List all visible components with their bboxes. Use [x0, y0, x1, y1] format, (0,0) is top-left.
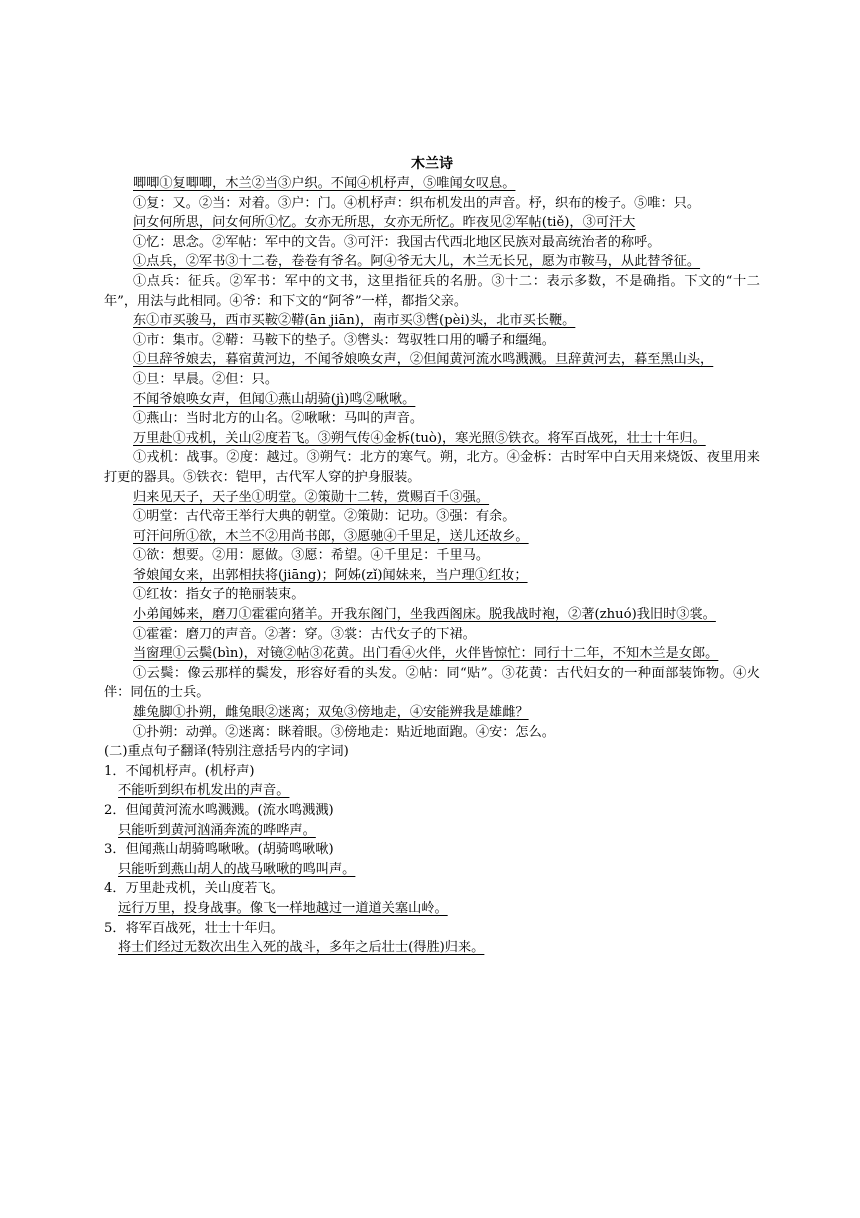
paragraph-text: ①霍霍：磨刀的声音。②著：穿。③裳：古代女子的下裙。 — [133, 626, 476, 642]
paragraph-text: ①云鬓：像云那样的鬓发，形容好看的头发。②帖：同“贴”。③花黄：古代妇女的一种面部装饰物。④火伴：同伍的士兵。 — [104, 665, 760, 701]
paragraph-text: 爷娘闻女来，出郭相扶将(jiāng)；阿姊(zǐ)闻妹来，当户理①红妆； — [133, 567, 528, 583]
paragraph-text: 远行万里，投身战事。像飞一样地越过一道道关塞山岭。 — [118, 900, 448, 916]
paragraph — [104, 723, 760, 743]
paragraph-text: 问女何所思，问女何所①忆。女亦无所思，女亦无所忆。昨夜见②军帖(tiě)，③可汗大 — [133, 215, 636, 231]
paragraph-text: 5．将军百战死，壮士十年归。 — [104, 920, 284, 936]
paragraph-text: 万里赴①戎机，关山②度若飞。③朔气传④金柝(tuò)，寒光照⑤铁衣。将军百战死，壮士十年归。 — [133, 430, 706, 446]
paragraph-text: 只能听到燕山胡人的战马啾啾的鸣叫声。 — [118, 861, 356, 877]
paragraph — [104, 507, 760, 527]
paragraph-text: 3．但闻燕山胡骑鸣啾啾。(胡骑鸣啾啾) — [104, 842, 334, 858]
paragraph-text: ①复：又。②当：对着。③户：门。④机杼声：织布机发出的声音。杼，织布的梭子。⑤唯：只。 — [133, 195, 701, 211]
paragraph — [104, 448, 760, 487]
paragraph — [104, 370, 760, 390]
paragraph-text: (二)重点句子翻译(特别注意括号内的字词) — [104, 744, 349, 760]
paragraph-text: ①燕山：当时北方的山名。②啾啾：马叫的声音。 — [133, 411, 424, 427]
document-title: 木兰诗 — [411, 156, 453, 172]
paragraph-text: 小弟闻姊来，磨刀①霍霍向猪羊。开我东阁门，坐我西阁床。脱我战时袍，②著(zhuó)我旧时③裳。 — [133, 607, 716, 623]
paragraph — [104, 233, 760, 253]
paragraph-text: 只能听到黄河汹涌奔流的哗哗声。 — [118, 822, 316, 838]
underlined-paragraph — [104, 213, 760, 233]
underlined-paragraph — [104, 938, 760, 958]
underlined-paragraph — [104, 350, 760, 370]
paragraph-text: ①欲：想要。②用：愿做。③愿：希望。④千里足：千里马。 — [133, 548, 490, 564]
underlined-paragraph — [104, 899, 760, 919]
underlined-paragraph — [104, 252, 760, 272]
paragraph-text: ①旦辞爷娘去，暮宿黄河边，不闻爷娘唤女声，②但闻黄河流水鸣溅溅。旦辞黄河去，暮至黑山头， — [133, 352, 714, 368]
document-page — [104, 155, 760, 958]
paragraph — [104, 546, 760, 566]
paragraph — [104, 625, 760, 645]
paragraph — [104, 742, 760, 762]
paragraph — [104, 585, 760, 605]
underlined-paragraph — [104, 527, 760, 547]
paragraph-text: ①点兵：征兵。②军书：军中的文书，这里指征兵的名册。③十二：表示多数，不是确指。下文的“十二年”，用法与此相同。④爷：和下文的“阿爷”一样，都指父亲。 — [104, 273, 760, 309]
underlined-paragraph — [104, 605, 760, 625]
paragraph — [104, 919, 760, 939]
paragraph-text: 当窗理①云鬓(bìn)，对镜②帖③花黄。出门看④火伴，火伴皆惊忙：同行十二年，不知木兰是女郎。 — [133, 646, 719, 662]
paragraph-text: 1．不闻机杼声。(机杼声) — [104, 763, 255, 779]
paragraph-text: 归来见天子，天子坐①明堂。②策勋十二转，赏赐百千③强。 — [133, 489, 490, 505]
paragraph — [104, 801, 760, 821]
paragraph-text: 不闻爷娘唤女声，但闻①燕山胡骑(jì)鸣②啾啾。 — [133, 391, 416, 407]
paragraph-text: 雄兔脚①扑朔，雌兔眼②迷离；双兔③傍地走，④安能辨我是雄雌？ — [133, 705, 529, 721]
paragraph-text: 不能听到织布机发出的声音。 — [118, 783, 290, 799]
paragraph — [104, 331, 760, 351]
underlined-paragraph — [104, 311, 760, 331]
paragraph-text: 4．万里赴戎机，关山度若飞。 — [104, 881, 284, 897]
paragraph-text: ①扑朔：动弹。②迷离：眯着眼。③傍地走：贴近地面跑。④安：怎么。 — [133, 724, 555, 740]
underlined-paragraph — [104, 566, 760, 586]
paragraph-text: ①旦：早晨。②但：只。 — [133, 371, 279, 387]
paragraph-text: 东①市买骏马，西市买鞍②鞯(ān jiān)，南市买③辔(pèi)头，北市买长鞭。 — [133, 313, 576, 329]
underlined-paragraph — [104, 174, 760, 194]
paragraph-text: ①忆：思念。②军帖：军中的文告。③可汗：我国古代西北地区民族对最高统治者的称呼。 — [133, 234, 661, 250]
underlined-paragraph — [104, 821, 760, 841]
paragraph-text: 将士们经过无数次出生入死的战斗，多年之后壮士(得胜)归来。 — [118, 940, 485, 956]
paragraph-text: 2．但闻黄河流水鸣溅溅。(流水鸣溅溅) — [104, 803, 334, 818]
paragraph — [104, 840, 760, 860]
document-body — [104, 174, 760, 958]
underlined-paragraph — [104, 644, 760, 664]
paragraph-text: ①市：集市。②鞯：马鞍下的垫子。③辔头：驾驭牲口用的嚼子和缰绳。 — [133, 332, 555, 348]
paragraph-text: 唧唧①复唧唧，木兰②当③户织。不闻④机杼声，⑤唯闻女叹息。 — [133, 176, 516, 191]
paragraph — [104, 194, 760, 214]
paragraph — [104, 664, 760, 703]
underlined-paragraph — [104, 781, 760, 801]
paragraph-text: ①明堂：古代帝王举行大典的朝堂。②策勋：记功。③强：有余。 — [133, 509, 516, 525]
underlined-paragraph — [104, 429, 760, 449]
paragraph-text: 可汗问所①欲，木兰不②用尚书郎，③愿驰④千里足，送儿还故乡。 — [133, 528, 529, 544]
underlined-paragraph — [104, 390, 760, 410]
paragraph — [104, 879, 760, 899]
paragraph-text: ①点兵，②军书③十二卷，卷卷有爷名。阿④爷无大儿，木兰无长兄，愿为市鞍马，从此替爷征。 — [133, 254, 701, 270]
underlined-paragraph — [104, 703, 760, 723]
paragraph — [104, 272, 760, 311]
paragraph-text: ①戎机：战事。②度：越过。③朔气：北方的寒气。朔，北方。④金柝：古时军中白天用来烧饭、夜里用来打更的器具。⑤铁衣：铠甲，古代军人穿的护身服装。 — [104, 450, 760, 485]
paragraph-text: ①红妆：指女子的艳丽装束。 — [133, 587, 305, 603]
paragraph — [104, 409, 760, 429]
underlined-paragraph — [104, 488, 760, 508]
underlined-paragraph — [104, 860, 760, 880]
paragraph — [104, 762, 760, 782]
